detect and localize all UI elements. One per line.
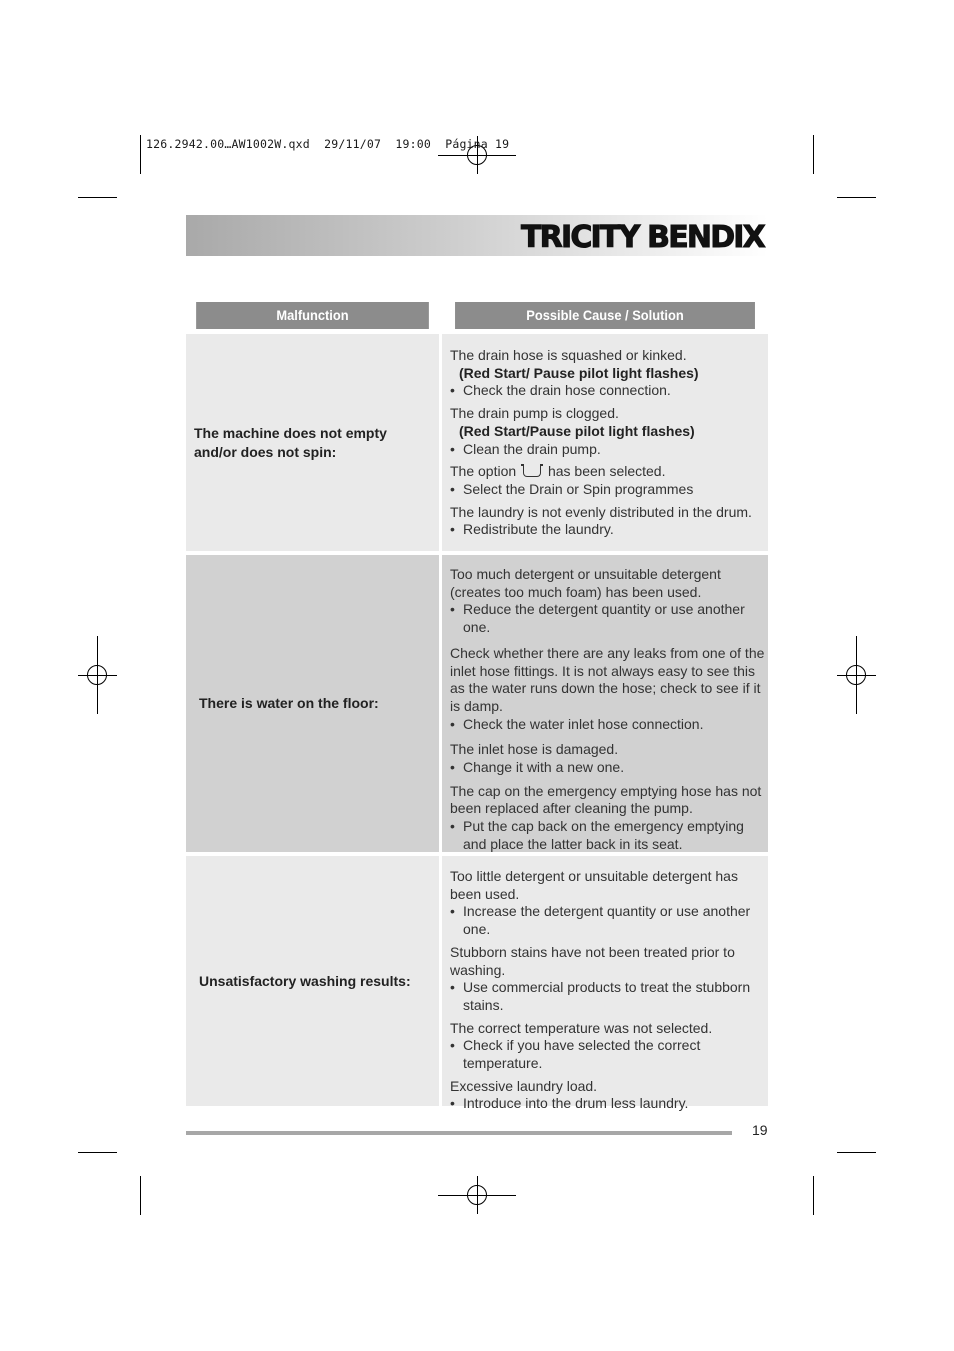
cause-solution-cell [442,555,768,852]
cause-text-after: has been selected. [547,463,666,480]
crop-mark [813,135,814,174]
solution-text: • Change it with a new one. [450,759,768,777]
crop-mark [813,1176,814,1215]
crop-mark [140,135,141,174]
cause-block [450,741,768,776]
cause-block [450,944,768,1015]
malfunction-cell [186,555,439,852]
malfunction-label: Unsatisfactory washing results: [199,972,411,989]
cause-text: Too little detergent or unsuitable detergent has been used. [450,868,738,902]
cause-block [450,566,768,637]
solution-text: • Select the Drain or Spin programmes [450,481,768,499]
crop-mark [140,1176,141,1215]
cause-text: The laundry is not evenly distributed in the drum. [450,503,752,520]
cause-text [450,463,768,481]
cause-block [450,347,768,400]
cause-text: The drain pump is clogged. [450,405,619,422]
header-cause-solution: Possible Cause / Solution [455,302,755,329]
cause-block [450,1078,768,1113]
cause-text: Excessive laundry load. [450,1077,598,1094]
cause-block [450,1020,768,1073]
pilot-light-note: (Red Start/Pause pilot light flashes) [459,422,695,439]
cause-block [450,463,768,498]
crop-mark [837,197,876,198]
solution-text: • Check the drain hose connection. [450,382,768,400]
brand-logo: TRICITY BENDIX [521,220,764,255]
malfunction-label: There is water on the floor: [199,695,379,711]
cause-block [450,868,768,939]
cause-block [450,504,768,539]
cause-text: Too much detergent or unsuitable detergent (creates too much foam) has been used. [450,566,721,600]
solution-text: • Put the cap back on the emergency emptying and place the latter back in its seat. [450,818,768,853]
cause-text: Stubborn stains have not been treated prior to washing. [450,943,735,978]
crop-mark [78,1152,117,1153]
print-slug: 126.2942.00…AW1002W.qxd 29/11/07 19:00 Página 19 [146,137,510,151]
cause-solution-cell [442,856,768,1112]
solution-text: • Clean the drain pump. [450,441,768,459]
cause-solution-cell [442,334,768,551]
malfunction-cell [186,334,439,551]
footer-rule [186,1131,732,1135]
malfunction-label: The machine does not empty and/or does not spin: [194,424,387,460]
solution-text: • Increase the detergent quantity or use another one. [450,903,768,938]
cause-text: The inlet hose is damaged. [450,741,619,758]
solution-text: • Reduce the detergent quantity or use another one. [450,601,768,636]
drain-tub-icon [523,465,541,477]
crop-mark [78,197,117,198]
cause-text: The drain hose is squashed or kinked. [450,347,687,363]
solution-text: • Redistribute the laundry. [450,521,768,539]
malfunction-cell [186,856,439,1106]
cause-text-before: The option [450,463,517,480]
crop-mark [837,1152,876,1153]
header-malfunction: Malfunction [196,302,429,329]
cause-text: Check whether there are any leaks from one of the inlet hose fittings. It is not always easy to see this as the water runs down the hose; check to see if it is damp. [450,644,765,714]
cause-block [450,645,768,734]
cause-text: The correct temperature was not selected. [450,1019,713,1036]
cause-block [450,405,768,458]
page-number: 19 [752,1122,768,1138]
cause-text: The cap on the emergency emptying hose has not been replaced after cleaning the pump. [450,782,762,817]
solution-text: • Check the water inlet hose connection. [450,716,768,734]
pilot-light-note: (Red Start/ Pause pilot light flashes) [459,364,699,381]
solution-text: • Introduce into the drum less laundry. [450,1095,768,1113]
solution-text: • Use commercial products to treat the stubborn stains. [450,979,768,1014]
solution-text: • Check if you have selected the correct temperature. [450,1037,768,1072]
cause-block [450,783,768,854]
